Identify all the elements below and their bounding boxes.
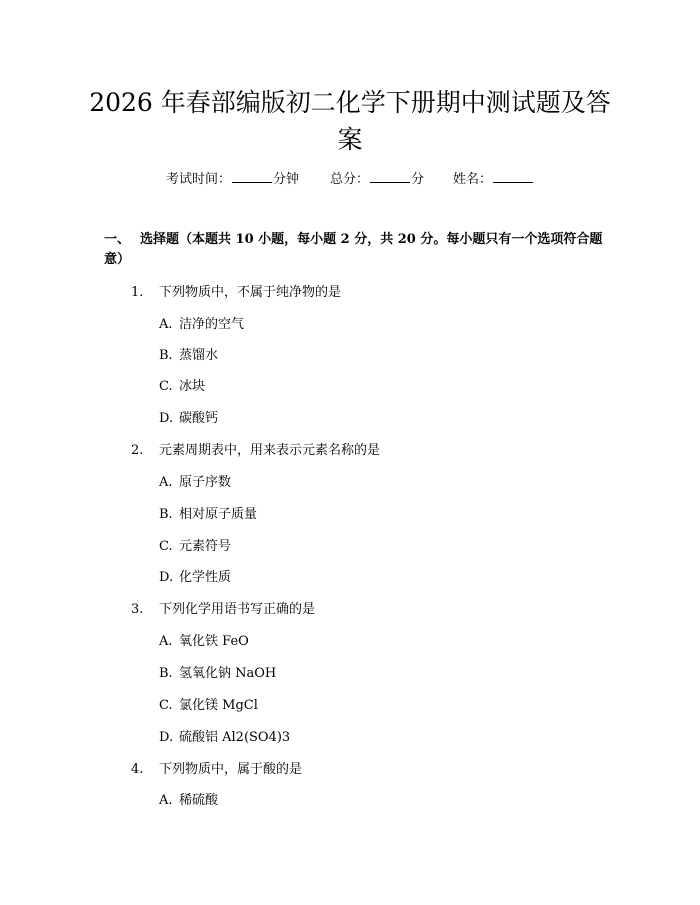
question-4-option-a[interactable] — [159, 791, 218, 811]
question-1-option-b[interactable] — [159, 346, 218, 366]
option-letter: A. — [159, 793, 173, 808]
question-text: 下列化学用语书写正确的是 — [159, 602, 316, 617]
section-heading — [104, 230, 604, 270]
question-2-option-b[interactable] — [159, 505, 257, 525]
exam-time-blank[interactable] — [232, 168, 272, 183]
question-text: 下列物质中，不属于纯净物的是 — [159, 285, 342, 300]
question-number: 3. — [131, 602, 144, 617]
option-text: 氢氧化钠 NaOH — [179, 666, 277, 681]
score-unit: 分 — [411, 172, 425, 187]
exam-time-unit: 分钟 — [273, 172, 300, 187]
question-number: 4. — [131, 762, 144, 777]
score-field — [330, 168, 424, 191]
option-text: 碳酸钙 — [179, 411, 219, 426]
page-title: 2026 年春部编版初二化学下册期中测试题及答案 — [89, 88, 611, 154]
question-3-option-c[interactable] — [159, 696, 258, 716]
section-heading-text: 选择题（本题共 10 小题，每小题 2 分，共 20 分。每小题只有一个选项符合题意） — [104, 232, 603, 267]
option-letter: C. — [159, 379, 173, 394]
option-text: 元素符号 — [179, 539, 232, 554]
question-2-option-d[interactable] — [159, 568, 231, 588]
option-letter: D. — [159, 730, 174, 745]
option-text: 氯化镁 MgCl — [179, 698, 258, 713]
question-1-option-a[interactable] — [159, 315, 244, 335]
option-text: 化学性质 — [179, 570, 232, 585]
option-text: 冰块 — [179, 379, 206, 394]
option-text: 洁净的空气 — [179, 317, 245, 332]
question-1-option-c[interactable] — [159, 377, 205, 397]
option-letter: B. — [159, 348, 173, 363]
question-2-option-c[interactable] — [159, 537, 231, 557]
question-2-option-a[interactable] — [159, 473, 231, 493]
option-letter: D. — [159, 570, 174, 585]
name-label: 姓名： — [453, 172, 493, 187]
name-field — [453, 168, 534, 191]
option-text: 相对原子质量 — [179, 507, 258, 522]
question-text: 元素周期表中，用来表示元素名称的是 — [159, 443, 381, 458]
option-letter: B. — [159, 507, 173, 522]
name-blank[interactable] — [493, 168, 533, 183]
question-text: 下列物质中，属于酸的是 — [159, 762, 303, 777]
question-3-option-b[interactable] — [159, 664, 276, 684]
option-letter: C. — [159, 539, 173, 554]
option-letter: C. — [159, 698, 173, 713]
option-text: 蒸馏水 — [179, 348, 219, 363]
option-text: 原子序数 — [179, 475, 232, 490]
option-letter: A. — [159, 317, 173, 332]
question-number: 1. — [131, 285, 144, 300]
question-3-option-d[interactable] — [159, 728, 290, 748]
question-3-option-a[interactable] — [159, 632, 249, 652]
exam-time-label: 考试时间： — [166, 172, 232, 187]
section-number: 一、 — [104, 232, 131, 247]
option-letter: A. — [159, 475, 173, 490]
option-text: 稀硫酸 — [179, 793, 219, 808]
option-text: 氧化铁 FeO — [179, 634, 249, 649]
option-letter: D. — [159, 411, 174, 426]
question-number: 2. — [131, 443, 144, 458]
option-letter: A. — [159, 634, 173, 649]
option-letter: B. — [159, 666, 173, 681]
question-1-option-d[interactable] — [159, 409, 218, 429]
exam-info-line — [0, 168, 700, 190]
score-blank[interactable] — [370, 168, 410, 183]
exam-time-field — [166, 168, 299, 191]
option-text: 硫酸铝 Al2(SO4)3 — [179, 730, 291, 745]
score-label: 总分： — [330, 172, 370, 187]
